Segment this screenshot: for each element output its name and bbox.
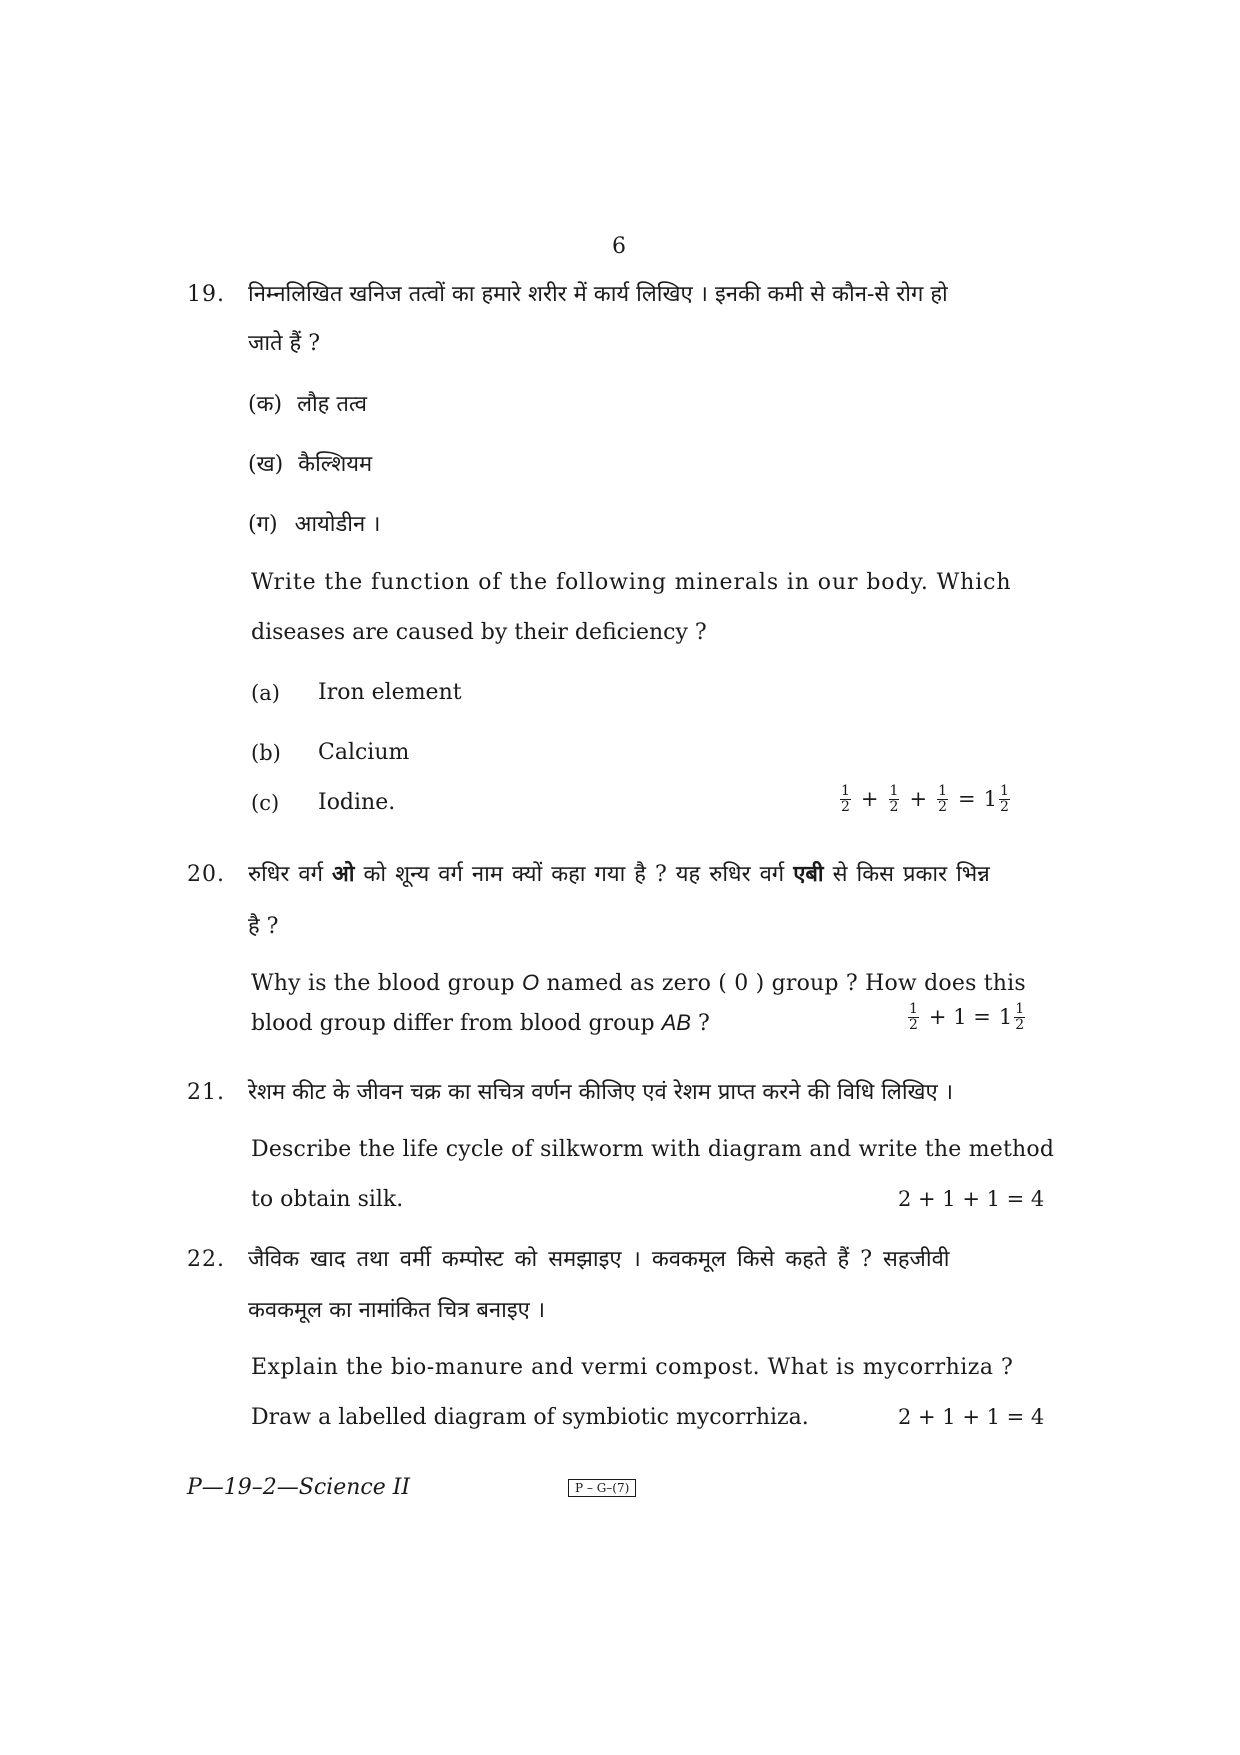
option-text: लौह तत्व	[297, 392, 367, 417]
question-text-english: Draw a labelled diagram of symbiotic mycorrhiza.	[251, 1405, 809, 1430]
page-code-box: P – G–(7)	[568, 1479, 636, 1497]
marks	[838, 784, 1012, 814]
option-label: (ख)	[248, 452, 284, 477]
plus-sign: +	[909, 787, 928, 812]
question-number: 22.	[187, 1247, 225, 1272]
question-text-hindi: जाते हैं ?	[248, 331, 321, 356]
option-hindi	[248, 508, 381, 538]
option-hindi	[248, 448, 372, 478]
blood-group-o-hindi: ओ	[332, 861, 355, 887]
option-label: (c)	[251, 791, 280, 815]
question-text-english: Describe the life cycle of silkworm with diagram and write the method	[251, 1137, 1055, 1162]
option-text: Calcium	[318, 740, 410, 765]
question-text-english: blood group differ from blood group AB ?	[251, 1010, 710, 1036]
question-number: 19.	[187, 282, 225, 307]
option-text: Iron element	[318, 680, 462, 705]
plus-one: + 1 =	[928, 1005, 991, 1030]
question-text-hindi: है ?	[248, 914, 279, 939]
question-text-hindi: रुधिर वर्ग ओ को शून्य वर्ग नाम क्यों कहा गया है ? यह रुधिर वर्ग एबी से किस प्रकार भिन्न	[248, 861, 990, 887]
marks: 2 + 1 + 1 = 4	[898, 1187, 1045, 1211]
option-label: (b)	[251, 741, 281, 765]
option-text: Iodine.	[318, 790, 396, 815]
marks	[906, 1002, 1027, 1032]
option-label: (a)	[251, 681, 280, 705]
question-text-english: Explain the bio-manure and vermi compost. What is mycorrhiza ?	[251, 1355, 1014, 1380]
marks: 2 + 1 + 1 = 4	[898, 1405, 1045, 1429]
option-label: (ग)	[248, 512, 278, 537]
fraction: $\frac{1}{2}$	[909, 1001, 918, 1033]
question-text-english: Why is the blood group O named as zero ( 0 ) group ? How does this	[251, 970, 1026, 996]
mixed-number: 1 $\frac{1}{2}$	[998, 1001, 1025, 1033]
question-text-english: Write the function of the following minerals in our body. Which	[251, 570, 1012, 595]
question-text-hindi: रेशम कीट के जीवन चक्र का सचित्र वर्णन कीजिए एवं रेशम प्राप्त करने की विधि लिखिए ।	[248, 1080, 954, 1105]
mixed-number: 1 $\frac{1}{2}$	[983, 783, 1009, 815]
question-text-english: to obtain silk.	[251, 1187, 404, 1212]
question-text-hindi: कवकमूल का नामांकित चित्र बनाइए ।	[248, 1298, 546, 1323]
option-label: (क)	[248, 392, 283, 417]
question-text-english: diseases are caused by their deficiency ?	[251, 620, 707, 645]
equals-sign: =	[957, 787, 976, 812]
fraction: $\frac{1}{2}$	[841, 783, 850, 815]
fraction: $\frac{1}{2}$	[938, 783, 947, 815]
blood-group-ab-hindi: एबी	[793, 861, 824, 887]
option-text: कैल्शियम	[298, 452, 373, 477]
question-number: 21.	[187, 1080, 225, 1105]
option-hindi	[248, 388, 367, 418]
page-number: 6	[612, 234, 626, 259]
question-text-hindi: निम्नलिखित खनिज तत्वों का हमारे शरीर में कार्य लिखिए । इनकी कमी से कौन-से रोग हो	[248, 282, 948, 307]
fraction: $\frac{1}{2}$	[889, 783, 899, 815]
question-number: 20.	[187, 862, 225, 887]
paper-code: P—19–2—Science II	[187, 1475, 411, 1500]
plus-sign: +	[860, 787, 879, 812]
option-text: आयोडीन ।	[294, 512, 381, 537]
question-text-hindi: जैविक खाद तथा वर्मी कम्पोस्ट को समझाइए । कवकमूल किसे कहते हैं ? सहजीवी	[248, 1247, 950, 1272]
